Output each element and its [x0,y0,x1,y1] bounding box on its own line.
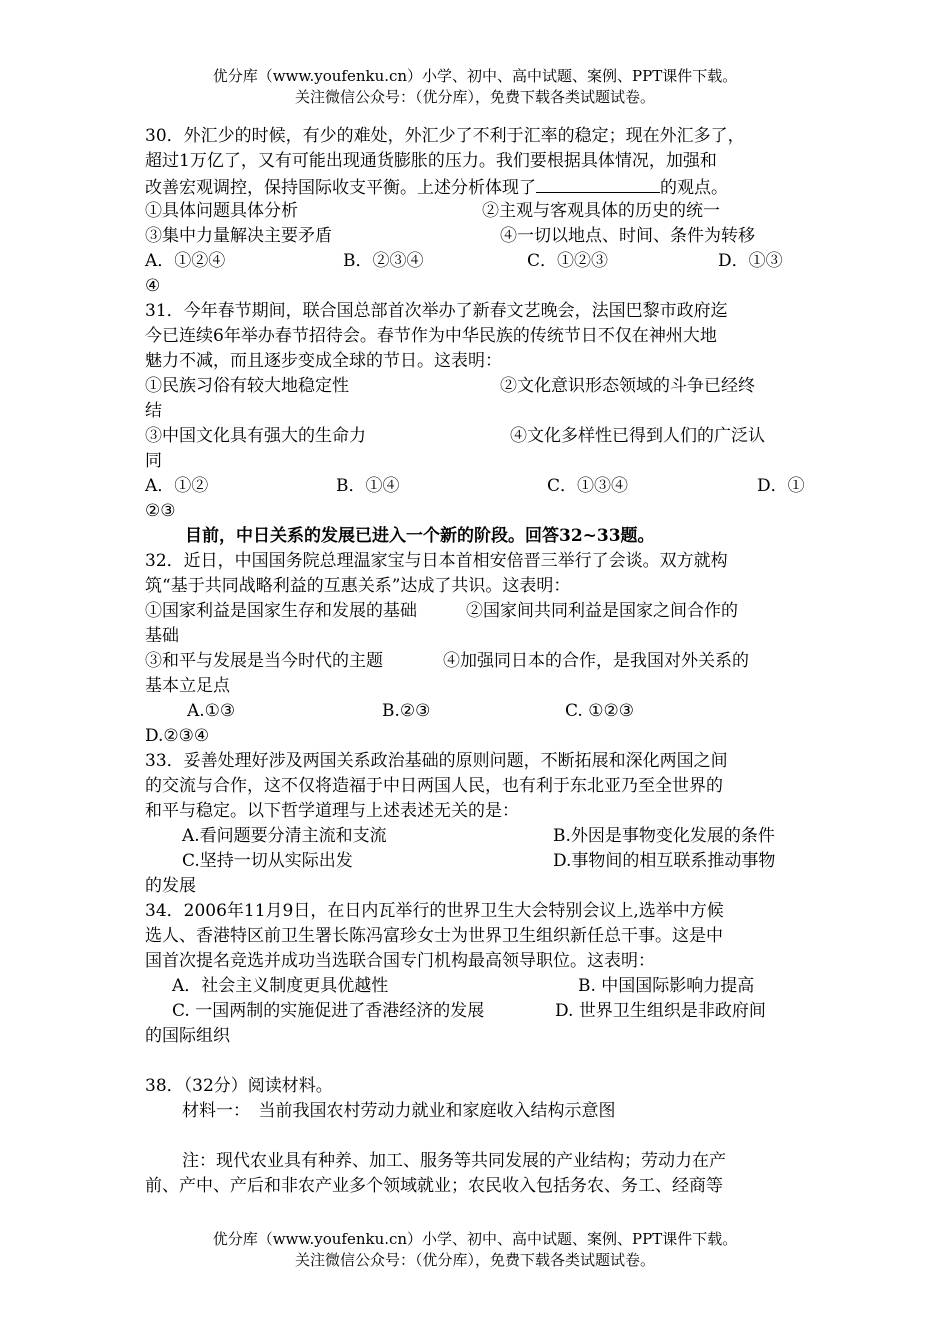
q33-choice-c: C.坚持一切从实际出发 [182,851,353,871]
q32-option-2: ②国家间共同利益是国家之间合作的 [466,601,738,621]
q32-choice-c: C. ①②③ [565,701,634,721]
q31-option-1: ①民族习俗有较大地稳定性 [145,376,349,396]
q38-note-line-1: 注：现代农业具有种养、加工、服务等共同发展的产业结构；劳动力在产 [182,1151,726,1171]
q34-line-3: 国首次提名竞选并成功当选联合国专门机构最高领导职位。这表明： [145,951,655,971]
q38-material-1: 材料一： 当前我国农村劳动力就业和家庭收入结构示意图 [182,1101,616,1121]
header-line-2: 关注微信公众号：（优分库），免费下载各类试题试卷。 [294,88,655,106]
footer-line-2: 关注微信公众号：（优分库），免费下载各类试题试卷。 [294,1251,655,1269]
q32-line-2: 筑“基于共同战略利益的互惠关系”达成了共识。这表明： [145,576,571,596]
q32-option-3: ③和平与发展是当今时代的主题 [145,651,383,671]
q31-choice-d: D．① [757,476,805,496]
footer-line-1: 优分库（www.youfenku.cn）小学、初中、高中试题、案例、PPT课件下载。 [212,1230,738,1248]
q34-choice-b: B. 中国国际影响力提高 [578,976,755,996]
q30-option-3: ③集中力量解决主要矛盾 [145,226,332,246]
q33-choice-d: D.事物间的相互联系推动事物 [553,851,776,871]
q30-option-1: ①具体问题具体分析 [145,201,298,221]
q30-line-3 [145,174,728,200]
q38-line-1: 38．（32分）阅读材料。 [145,1076,333,1096]
page-footer [0,1229,950,1271]
q31-choice-a: A．①② [145,476,209,496]
q33-line-2: 的交流与合作，这不仅将造福于中日两国人民，也有利于东北亚乃至全世界的 [145,776,723,796]
q33-choice-a: A.看问题要分清主流和支流 [182,826,387,846]
q30-choice-a: A．①②④ [145,251,226,271]
q30-line-2: 超过1万亿了，又有可能出现通货膨胀的压力。我们要根据具体情况，加强和 [145,151,717,171]
q32-choice-b: B.②③ [382,701,431,721]
q30-option-4: ④一切以地点、时间、条件为转移 [500,226,755,246]
q31-option-2-cont: 结 [145,401,162,421]
q34-choice-c: C. 一国两制的实施促进了香港经济的发展 [172,1001,485,1021]
q34-line-2: 选人、香港特区前卫生署长陈冯富珍女士为世界卫生组织新任总干事。这是中 [145,926,723,946]
q30-line-3-text: 改善宏观调控，保持国际收支平衡。上述分析体现了 [145,178,536,198]
section-intro: 目前，中日关系的发展已进入一个新的阶段。回答32~33题。 [185,526,655,546]
q31-option-2: ②文化意识形态领域的斗争已经终 [500,376,755,396]
q30-line-1: 30．外汇少的时候，有少的难处，外汇少了不利于汇率的稳定；现在外汇多了， [145,126,745,146]
q31-line-2: 今已连续6年举办春节招待会。春节作为中华民族的传统节日不仅在神州大地 [145,326,717,346]
q32-choice-a: A.①③ [187,701,236,721]
q34-line-1: 34．2006年11月9日，在日内瓦举行的世界卫生大会特别会议上,选举中方候 [145,901,724,921]
q31-option-3: ③中国文化具有强大的生命力 [145,426,366,446]
q34-choice-d-cont: 的国际组织 [145,1026,230,1046]
q32-option-2-cont: 基础 [145,626,179,646]
q30-option-2: ②主观与客观具体的历史的统一 [482,201,720,221]
q31-choice-d-cont: ②③ [145,501,176,521]
q33-choice-d-cont: 的发展 [145,876,196,896]
page-header [0,66,950,108]
q31-line-1: 31．今年春节期间，联合国总部首次举办了新春文艺晚会，法国巴黎市政府迄 [145,301,728,321]
q31-line-3: 魅力不减，而且逐步变成全球的节日。这表明： [145,351,502,371]
q30-choice-c: C．①②③ [527,251,609,271]
header-line-1: 优分库（www.youfenku.cn）小学、初中、高中试题、案例、PPT课件下载。 [212,67,738,85]
q33-choice-b: B.外因是事物变化发展的条件 [553,826,775,846]
q32-option-4: ④加强同日本的合作，是我国对外关系的 [443,651,749,671]
q33-line-3: 和平与稳定。以下哲学道理与上述表述无关的是： [145,801,519,821]
q32-option-1: ①国家利益是国家生存和发展的基础 [145,601,417,621]
q30-line-3-tail: 的观点。 [660,178,728,198]
q33-line-1: 33．妥善处理好涉及两国关系政治基础的原则问题，不断拓展和深化两国之间 [145,751,728,771]
q30-choice-d-cont: ④ [145,276,161,296]
q31-option-4: ④文化多样性已得到人们的广泛认 [510,426,765,446]
q30-choice-b: B．②③④ [343,251,424,271]
q30-choice-d: D．①③ [718,251,783,271]
q32-line-1: 32．近日，中国国务院总理温家宝与日本首相安倍晋三举行了会谈。双方就构 [145,551,728,571]
q34-choice-d: D. 世界卫生组织是非政府间 [555,1001,766,1021]
q38-note-line-2: 前、产中、产后和非农产业多个领域就业；农民收入包括务农、务工、经商等 [145,1176,723,1196]
q31-choice-c: C．①③④ [547,476,629,496]
q32-choice-d: D.②③④ [145,726,210,746]
q31-choice-b: B．①④ [336,476,400,496]
answer-blank [536,174,660,193]
q32-option-4-cont: 基本立足点 [145,676,230,696]
q31-option-4-cont: 同 [145,451,162,471]
q34-choice-a: A．社会主义制度更具优越性 [172,976,389,996]
